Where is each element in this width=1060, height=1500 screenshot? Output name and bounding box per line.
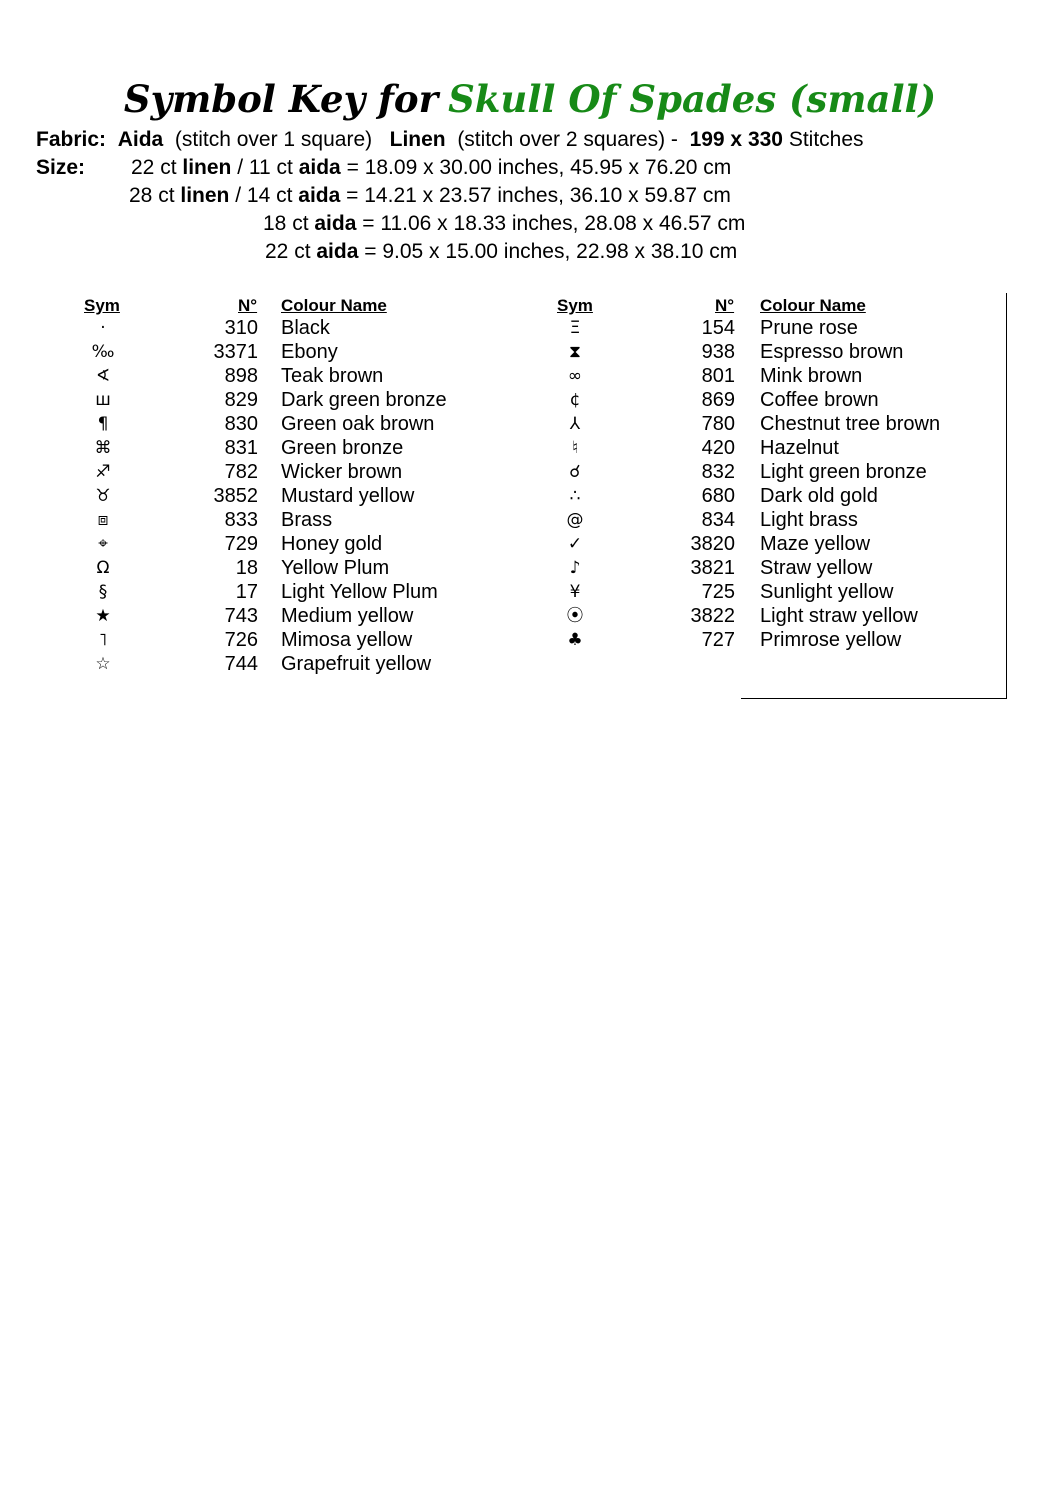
key-row [0, 508, 1000, 532]
header-sym-left: Sym [84, 296, 120, 315]
thread-number: 833 [224, 509, 258, 531]
symbol-icon: ¶ [97, 414, 109, 434]
colour-name: Maze yellow [760, 533, 871, 555]
size-line-1 [131, 154, 731, 182]
header-num-left: N° [238, 296, 258, 315]
thread-number: 154 [701, 317, 735, 339]
thread-number: 832 [701, 461, 735, 483]
key-row [0, 484, 1000, 508]
colour-name: Green oak brown [281, 413, 435, 435]
table-right-border [1006, 293, 1007, 699]
stitch-count: 199 x 330 [689, 128, 783, 151]
size-line-3 [263, 210, 745, 238]
size-ct: 28 ct [129, 184, 175, 207]
size-ct: / 14 ct [235, 184, 293, 207]
key-row [0, 388, 1000, 412]
size-ct: 18 ct [263, 212, 309, 235]
table-bottom-border [741, 698, 1007, 699]
key-row [0, 340, 1000, 364]
key-row [0, 532, 1000, 556]
size-aida: aida [316, 240, 359, 263]
colour-name: Dark green bronze [281, 389, 447, 411]
symbol-icon: ‰ [91, 342, 115, 362]
symbol-icon: ⧈ [97, 510, 109, 530]
size-label: Size: [36, 156, 86, 179]
aida-label: Aida [117, 128, 164, 151]
linen-label: Linen [389, 128, 446, 151]
header-name-right: Colour Name [760, 296, 866, 315]
thread-number: 829 [224, 389, 258, 411]
thread-number: 17 [235, 581, 258, 603]
key-row [0, 364, 1000, 388]
thread-number: 726 [224, 629, 258, 651]
symbol-icon: ♮ [571, 438, 579, 458]
colour-name: Brass [281, 509, 333, 531]
thread-number: 782 [224, 461, 258, 483]
thread-number: 743 [224, 605, 258, 627]
symbol-icon: ⧗ [569, 342, 581, 362]
key-row [0, 604, 1000, 628]
header-num-right: N° [715, 296, 735, 315]
colour-name: Sunlight yellow [760, 581, 894, 603]
colour-name: Grapefruit yellow [281, 653, 432, 675]
symbol-icon: ⦿ [566, 606, 584, 626]
colour-name: Mustard yellow [281, 485, 415, 507]
colour-name: Teak brown [281, 365, 384, 387]
size-aida: aida [314, 212, 357, 235]
thread-number: 3852 [213, 485, 258, 507]
key-row [0, 628, 1000, 652]
thread-number: 420 [701, 437, 735, 459]
symbol-icon: ☆ [95, 654, 111, 674]
key-row [0, 652, 1000, 676]
symbol-icon: ш [95, 390, 111, 410]
symbol-icon: ¥ [569, 582, 581, 602]
symbol-icon: ∢ [95, 366, 111, 386]
colour-name: Black [281, 317, 330, 339]
colour-name: Mink brown [760, 365, 863, 387]
key-row [0, 316, 1000, 340]
colour-name: Coffee brown [760, 389, 879, 411]
symbol-icon: ⅄ [569, 414, 581, 434]
colour-name: Yellow Plum [281, 557, 390, 579]
colour-name: Light green bronze [760, 461, 927, 483]
size-dims: = 9.05 x 15.00 inches, 22.98 x 38.10 cm [364, 240, 738, 263]
symbol-icon: ☌ [569, 462, 581, 482]
thread-number: 744 [224, 653, 258, 675]
thread-number: 680 [701, 485, 735, 507]
colour-name: Honey gold [281, 533, 383, 555]
colour-name: Wicker brown [281, 461, 403, 483]
colour-name: Primrose yellow [760, 629, 902, 651]
symbol-icon: ∴ [569, 486, 581, 506]
size-aida: aida [298, 184, 341, 207]
symbol-icon: @ [566, 510, 584, 530]
symbol-icon: ♐ [95, 462, 111, 482]
colour-name: Straw yellow [760, 557, 873, 579]
colour-name: Light Yellow Plum [281, 581, 438, 603]
colour-name: Medium yellow [281, 605, 414, 627]
colour-name: Espresso brown [760, 341, 904, 363]
symbol-icon: Ξ [569, 318, 581, 338]
size-ct: / 11 ct [237, 156, 293, 179]
thread-number: 727 [701, 629, 735, 651]
size-ct: 22 ct [131, 156, 177, 179]
pattern-name: Skull Of Spades (small) [448, 77, 937, 121]
thread-number: 725 [701, 581, 735, 603]
symbol-icon: § [98, 582, 108, 602]
thread-number: 3822 [690, 605, 735, 627]
symbol-icon: ¢ [569, 390, 581, 410]
key-row [0, 436, 1000, 460]
symbol-icon: ˥ [98, 630, 108, 650]
size-dims: = 14.21 x 23.57 inches, 36.10 x 59.87 cm [346, 184, 731, 207]
size-line-2 [129, 182, 731, 210]
page-title [0, 74, 1060, 124]
symbol-icon: ✓ [567, 534, 583, 554]
thread-number: 831 [224, 437, 258, 459]
colour-name: Ebony [281, 341, 338, 363]
symbol-icon: ★ [95, 606, 111, 626]
size-line-4 [265, 238, 737, 266]
symbol-icon: ⌘ [94, 438, 112, 458]
colour-name: Hazelnut [760, 437, 839, 459]
colour-name: Green bronze [281, 437, 404, 459]
key-row [0, 460, 1000, 484]
symbol-icon: · [100, 318, 106, 338]
size-aida: aida [298, 156, 341, 179]
thread-number: 830 [224, 413, 258, 435]
thread-number: 3371 [213, 341, 258, 363]
thread-number: 834 [701, 509, 735, 531]
symbol-icon: Ω [96, 558, 110, 578]
title-prefix: Symbol Key for [123, 77, 439, 121]
size-linen: linen [182, 156, 232, 179]
colour-name: Prune rose [760, 317, 858, 339]
thread-number: 310 [224, 317, 258, 339]
fabric-label: Fabric: [36, 128, 107, 151]
header-name-left: Colour Name [281, 296, 387, 315]
thread-number: 898 [224, 365, 258, 387]
key-row [0, 580, 1000, 604]
linen-note: (stitch over 2 squares) - [457, 128, 678, 151]
thread-number: 3820 [690, 533, 735, 555]
thread-number: 780 [701, 413, 735, 435]
thread-number: 3821 [690, 557, 735, 579]
stitches-label: Stitches [788, 128, 864, 151]
symbol-icon: ⌖ [98, 534, 108, 554]
symbol-icon: ♉ [95, 486, 111, 506]
key-row [0, 556, 1000, 580]
thread-number: 869 [701, 389, 735, 411]
symbol-icon: ∞ [567, 366, 583, 386]
fabric-line [36, 126, 864, 154]
symbol-icon: ♣ [567, 630, 583, 650]
header-sym-right: Sym [557, 296, 593, 315]
colour-name: Light brass [760, 509, 858, 531]
size-dims: = 11.06 x 18.33 inches, 28.08 x 46.57 cm [362, 212, 746, 235]
thread-number: 18 [235, 557, 258, 579]
size-linen: linen [180, 184, 230, 207]
key-row [0, 412, 1000, 436]
colour-name: Light straw yellow [760, 605, 918, 627]
colour-name: Chestnut tree brown [760, 413, 941, 435]
size-ct: 22 ct [265, 240, 311, 263]
colour-name: Mimosa yellow [281, 629, 413, 651]
aida-note: (stitch over 1 square) [174, 128, 373, 151]
symbol-icon: ♪ [569, 558, 581, 578]
thread-number: 938 [701, 341, 735, 363]
thread-number: 801 [701, 365, 735, 387]
thread-number: 729 [224, 533, 258, 555]
size-dims: = 18.09 x 30.00 inches, 45.95 x 76.20 cm [346, 156, 732, 179]
colour-name: Dark old gold [760, 485, 878, 507]
